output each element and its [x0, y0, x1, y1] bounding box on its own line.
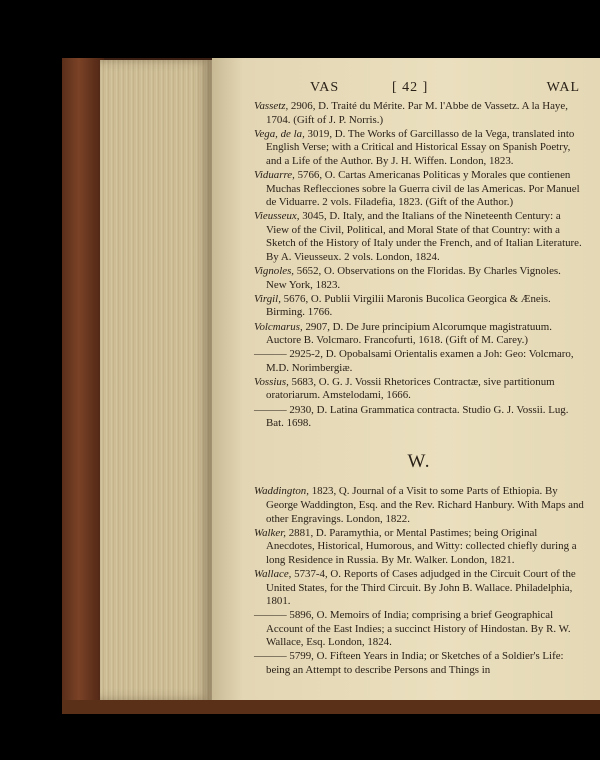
catalog-entry: Virgil, 5676, O. Publii Virgilii Maronis Bucolica Georgica & Æneis. Birming. 1766. [254, 292, 551, 319]
book-bottom-edge [62, 700, 600, 714]
catalog-entry: Vieusseux, 3045, D. Italy, and the Italians of the Nineteenth Century: a View of the Civil, Political, and Moral State of that Country: with a Sketch of the History of Italy under the French, and of Italian Literature. By A. Vieusseux. 2 vols. London, 1824. [254, 210, 582, 264]
running-header [212, 80, 600, 100]
book-spine-edge [62, 58, 104, 708]
header-left: VAS [310, 80, 340, 95]
page-number: [ 42 ] [392, 80, 429, 95]
catalog-entry: Viduarre, 5766, O. Cartas Americanas Politicas y Morales que contienen Muchas Reflecciones sobre la Guerra civil de las Americas. Por Manuel de Viduarre. 2 vols. Filadefia, 1823. (Gift of the Author.) [254, 168, 580, 209]
book-page [212, 58, 600, 700]
catalog-entry: Vossius, 5683, O. G. J. Vossii Rhetorices Contractæ, sive partitionum oratoriarum. Amstelodami, 1666. [254, 375, 555, 402]
catalog-entry: ——— 5896, O. Memoirs of India; comprising a brief Geographical Account of the East Indies; a succinct History of Hindostan. By R. W. Wallace, Esq. London, 1824. [254, 609, 571, 649]
catalog-entry: Wallace, 5737-4, O. Reports of Cases adjudged in the Circuit Court of the United States, for the Third Circuit. By John B. Wallace. Philadelphia, 1801. [254, 567, 576, 608]
catalog-entry: Walker, 2881, D. Paramythia, or Mental Pastimes; being Original Anecdotes, Historical, Humorous, and Witty: collected chiefly during a long Residence in Russia. By Mr. Walker. London, 1821. [254, 526, 577, 566]
catalog-entry: ——— 2930, D. Latina Grammatica contracta. Studio G. J. Vossii. Lug. Bat. 1698. [254, 403, 569, 430]
section-letter: W. [407, 450, 431, 472]
catalog-entries [254, 100, 584, 678]
catalog-entry: Vignoles, 5652, O. Observations on the Floridas. By Charles Vignoles. New York, 1823. [254, 265, 561, 291]
catalog-entry: Waddington, 1823, Q. Journal of a Visit to some Parts of Ethiopia. By George Waddington, Esq. and the Rev. Richard Hanbury. With Maps and other Engravings. London, 1822. [254, 485, 584, 525]
catalog-entry: Vega, de la, 3019, D. The Works of Garcillasso de la Vega, translated into English Verse; with a Critical and Historical Essay on Spanish Poetry, and a Life of the Author. By J. H. Wiffen. London, 1823. [254, 127, 575, 167]
catalog-entry: Vassetz, 2906, D. Traité du Mérite. Par M. l'Abbe de Vassetz. A la Haye, 1704. (Gift of J. P. Norris.) [254, 100, 568, 126]
catalog-entry: ——— 5799, O. Fifteen Years in India; or Sketches of a Soldier's Life: being an Attempt to describe Persons and Things in [254, 650, 564, 677]
catalog-entry: ——— 2925-2, D. Opobalsami Orientalis examen a Joh: Geo: Volcmaro, M.D. Norimbergiæ. [254, 348, 574, 374]
page-edges [100, 60, 212, 700]
catalog-entry: Volcmarus, 2907, D. De Jure principium Alcorumque magistratuum. Auctore B. Volcmaro. Francofurti, 1618. (Gift of M. Carey.) [254, 320, 552, 347]
header-right: WAL [546, 80, 580, 95]
